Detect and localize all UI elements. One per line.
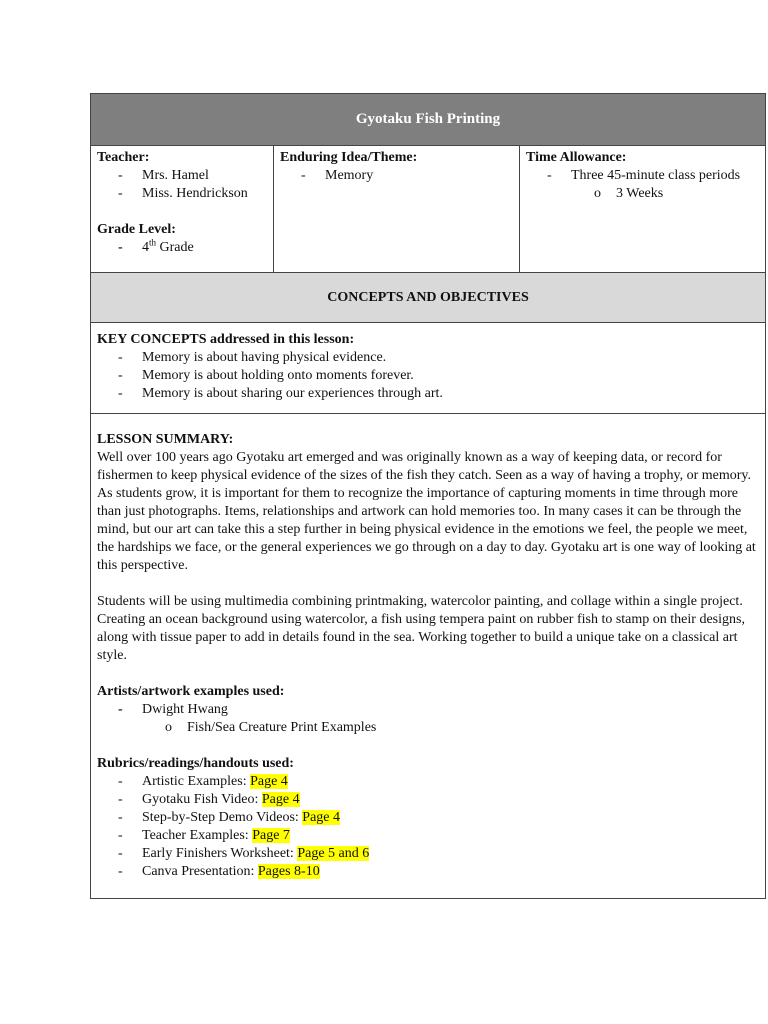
concept-item: - Memory is about holding onto moments forever. [97,367,759,385]
rubric-text: Gyotaku Fish Video: [142,792,262,807]
page-reference: Page 4 [261,792,300,807]
page-reference: Page 5 and 6 [297,846,370,861]
page-reference: Pages 8-10 [257,864,320,879]
artist-name: - Dwight Hwang [97,701,759,719]
summary-paragraph: Students will be using multimedia combining printmaking, watercolor painting, and collage within a single project. Creating an ocean background using watercolor, a fish using tempera paint on rubber fish to stamp on their designs, along with tissue paper to add in details found in the sea. Working together to build a unique take on a classical art style. [97,594,745,663]
summary-paragraph: Well over 100 years ago Gyotaku art emerged and was originally known as a way of keeping data, or record for fishermen to keep physical evidence of the sizes of the fish they catch. Seen as a way of having a trophy, or memory. As students grow, it is important for them to recognize the importance of capturing moments in time through more than just photographs. Items, relationships and artwork can hold memories too. In many cases it can be through the mind, but our art can take this a step further in being physical evidence in the emotions we feel, the people we meet, the hardships we face, or the general experiences we go through on a day to day. Gyotaku art is one way of looking at this perspective. [97,450,756,573]
artists-sub-list [97,719,759,737]
time-label: Time Allowance: [526,150,627,165]
rubric-item [97,827,759,845]
time-sub-item: o 3 Weeks [526,185,759,203]
theme-list [280,167,513,185]
rubric-item [97,845,759,863]
grade-label: Grade Level: [97,222,176,237]
grade-suffix: th [149,237,157,248]
teacher-name: - Miss. Hendrickson [97,185,267,203]
theme-cell [274,146,520,272]
teacher-cell [91,146,274,272]
rubric-text: Canva Presentation: [142,864,258,879]
key-concepts-section [91,323,765,414]
rubric-item [97,809,759,827]
rubric-item [97,863,759,881]
rubric-item [97,791,759,809]
artists-list [97,701,759,719]
grade-number: 4 [142,240,149,255]
grade-text: Grade [156,240,194,255]
time-item: - Three 45-minute class periods [526,167,759,185]
page-title: Gyotaku Fish Printing [91,94,765,146]
key-concepts-label: KEY CONCEPTS addressed in this lesson: [97,332,355,347]
lesson-plan-table [90,93,766,899]
page-reference: Page 4 [250,774,288,789]
concept-item: - Memory is about sharing our experiences through art. [97,385,759,403]
rubric-item [97,773,759,791]
info-row [91,146,765,273]
rubric-text: Teacher Examples: [142,828,253,843]
theme-label: Enduring Idea/Theme: [280,150,418,165]
theme-item: - Memory [280,167,513,185]
grade-list [97,239,267,257]
rubrics-label: Rubrics/readings/handouts used: [97,756,294,771]
artists-label: Artists/artwork examples used: [97,684,285,699]
rubric-text: Step-by-Step Demo Videos: [142,810,303,825]
key-concepts-list [97,349,759,403]
artist-examples: o Fish/Sea Creature Print Examples [97,719,759,737]
concept-item: - Memory is about having physical evidence. [97,349,759,367]
rubric-text: Early Finishers Worksheet: [142,846,298,861]
teacher-list [97,167,267,203]
time-cell [520,146,765,272]
rubrics-list [97,773,759,881]
summary-label: LESSON SUMMARY: [97,432,234,447]
teacher-name: - Mrs. Hamel [97,167,267,185]
page-reference: Page 4 [302,810,340,825]
time-list [526,167,759,185]
section-header: CONCEPTS AND OBJECTIVES [91,273,765,323]
page-reference: Page 7 [252,828,290,843]
grade-level [97,239,267,257]
rubric-text: Artistic Examples: [142,774,251,789]
teacher-label: Teacher: [97,150,150,165]
lesson-summary-section [91,414,765,898]
time-sub-list [526,185,759,203]
